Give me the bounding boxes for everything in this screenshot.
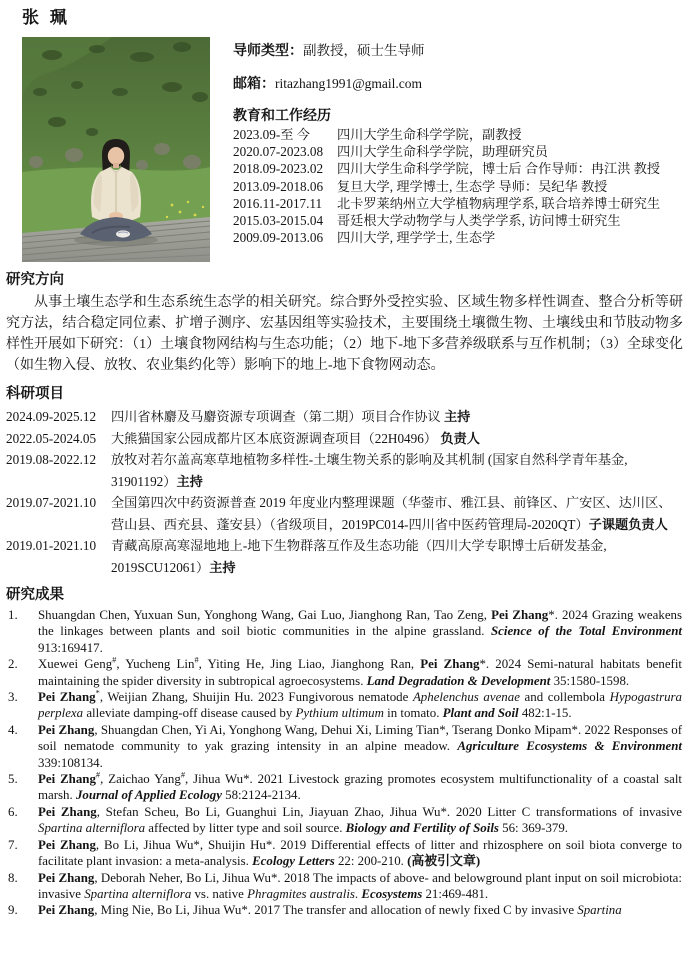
publication-item: [6, 607, 683, 656]
publication-item: [6, 837, 683, 870]
text-segment: Pei Zhang: [38, 903, 95, 918]
education-row: [233, 160, 685, 177]
education-row: [233, 229, 685, 246]
text-segment: Ecology Letters: [252, 854, 335, 869]
publication-text: [38, 804, 683, 837]
text-segment: Pei Zhang: [491, 608, 549, 622]
text-segment: alleviate damping-off disease caused by: [83, 706, 296, 721]
education-detail: 北卡罗莱纳州立大学植物病理学系, 联合培养博士研究生: [337, 195, 661, 211]
publication-text: [38, 656, 683, 689]
text-segment: , Zaichao Yang: [100, 772, 181, 787]
text-segment: Pei Zhang: [38, 772, 96, 787]
text-segment: Pei Zhang: [38, 870, 95, 885]
education-list: [233, 126, 685, 246]
text-segment: affected by litter type and soil source.: [145, 821, 346, 836]
email-value: ritazhang1991@gmail.com: [275, 76, 423, 91]
text-segment: 负责人: [440, 430, 480, 446]
education-detail: 哥廷根大学动物学与人类学学系, 访问博士研究生: [337, 213, 621, 229]
text-segment: 大熊猫国家公园成都片区本底资源调查项目（22H0496）: [111, 430, 441, 446]
text-segment: , Deborah Neher, Bo Li, Jihua Wu*. 2018 The impacts of above- and belowground plant input on soil microbiota: invasive: [38, 870, 682, 901]
project-row: [6, 492, 683, 535]
top-section: [0, 37, 689, 262]
section-heading-publications: 研究成果: [6, 587, 64, 603]
education-period: 2013.09-2018.06: [233, 178, 324, 194]
project-period: 2024.09-2025.12: [6, 409, 97, 424]
text-segment: Journal of Applied Ecology: [75, 788, 222, 803]
text-segment: *: [95, 688, 100, 698]
publication-item: [6, 870, 683, 903]
text-segment: #: [180, 770, 185, 780]
publication-item: [6, 656, 683, 689]
text-segment: #: [95, 770, 101, 780]
project-row: [6, 535, 683, 578]
education-row: [233, 126, 685, 143]
text-segment: , Weijian Zhang, Shuijin Hu. 2023 Fungivorous nematode: [99, 690, 413, 705]
section-heading-research-direction: 研究方向: [6, 272, 64, 288]
text-segment: Phragmites australis: [247, 886, 355, 901]
text-segment: #: [194, 655, 199, 665]
text-segment: 913:169417.: [38, 640, 103, 655]
text-segment: 放牧对若尔盖高寒草地植物多样性-土壤生物关系的影响及其机制 (国家自然科学青年基金, 31901192）: [111, 452, 628, 489]
text-segment: in tomato.: [383, 706, 443, 721]
text-segment: Plant and Soil: [442, 706, 519, 721]
education-detail: 四川大学生命科学学院，助理研究员: [337, 144, 548, 160]
text-segment: vs. native: [191, 886, 248, 901]
text-segment: Spartina alterniflora: [38, 821, 146, 836]
text-segment: Xuewei Geng: [38, 657, 113, 672]
text-segment: Agriculture Ecosystems & Environment: [457, 739, 682, 754]
text-segment: 青藏高原高寒湿地地上-地下生物群落互作及生态功能（四川大学专职博士后研发基金, 2019SCU12061）: [111, 538, 607, 575]
education-period: 2020.07-2023.08: [233, 144, 324, 160]
publication-number: 3.: [8, 690, 18, 705]
text-segment: 58:2124-2134.: [221, 788, 301, 803]
section-heading-education: 教育和工作经历: [233, 107, 331, 123]
education-period: 2018.09-2023.02: [233, 161, 324, 177]
text-segment: Spartina: [577, 903, 622, 918]
education-detail: 四川大学生命科学学院，博士后 合作导师：冉江洪 教授: [337, 161, 661, 177]
email-label: 邮箱：: [233, 75, 275, 91]
text-segment: Biology and Fertility of Soils: [345, 821, 499, 836]
text-segment: *. 2024 Semi-natural habitats benefit maintaining the spider diversity in subtropical agroecosystems.: [38, 657, 682, 688]
page-title: 张 珮: [22, 8, 70, 27]
publication-text: [38, 837, 683, 870]
text-segment: 482:1-15.: [518, 706, 572, 721]
publication-text: [38, 689, 683, 722]
text-segment: 主持: [176, 473, 203, 489]
publication-number: 6.: [8, 804, 18, 819]
publication-text: [38, 771, 683, 804]
text-segment: 339:108134.: [38, 755, 103, 770]
text-segment: Spartina alterniflora: [84, 886, 192, 901]
text-segment: Pythium ultimum: [295, 706, 384, 721]
advisor-type-line: [233, 42, 685, 59]
text-segment: 主持: [209, 559, 236, 575]
education-detail: 四川大学生命科学学院，副教授: [337, 127, 522, 142]
text-segment: Pei Zhang: [420, 657, 480, 672]
text-segment: , Yiting He, Jing Liao, Jianghong Ran,: [198, 657, 421, 672]
text-segment: , Ming Nie, Bo Li, Jihua Wu*. 2017 The transfer and allocation of newly fixed C by invasive: [94, 903, 578, 918]
advisor-type-label: 导师类型：: [233, 42, 303, 58]
project-period: 2019.07-2021.10: [6, 495, 97, 510]
education-period: 2015.03-2015.04: [233, 213, 324, 229]
text-segment: Ecosystems: [361, 886, 423, 901]
text-segment: , Shuangdan Chen, Yi Ai, Yonghong Wang, Dehui Xi, Liming Tian*, Tserang Donko Mipam*. 2022 Responses of soil nematode community to yak grazing intensity in an alpine meadow.: [38, 722, 682, 754]
text-segment: and collembola: [519, 690, 610, 705]
education-row: [233, 143, 685, 160]
publication-number: 4.: [8, 722, 18, 737]
project-period: 2019.08-2022.12: [6, 452, 97, 467]
text-segment: Shuangdan Chen, Yuxuan Sun, Yonghong Wang, Gai Luo, Jianghong Ran, Tao Zeng,: [38, 608, 492, 622]
education-detail: 复旦大学, 理学博士, 生态学 导师：吴纪华 教授: [337, 178, 608, 194]
text-segment: 全国第四次中药资源普查 2019 年度业内整理课题（华蓥市、雅江县、前锋区、广安区、达川区、营山县、西充县、蓬安县）（省级项目，2019PC014-四川省中医药管理局-2020QT）: [111, 495, 672, 532]
email-line: [233, 75, 685, 92]
text-segment: (高被引文章): [407, 854, 481, 869]
text-segment: Hypogastrura perplexa: [38, 690, 682, 721]
text-segment: Pei Zhang: [38, 690, 96, 705]
text-segment: 21:469-481.: [422, 886, 489, 901]
project-period: 2022.05-2024.05: [6, 430, 97, 446]
text-segment: *. 2024 Grazing weakens the linkages between plants and soil biotic communities in the alpine grassland.: [38, 608, 682, 639]
text-segment: Pei Zhang: [38, 722, 95, 737]
publication-text: [38, 902, 683, 918]
text-segment: , Yucheng Lin: [116, 657, 195, 672]
project-row: [6, 406, 683, 428]
education-period: 2016.11-2017.11: [233, 195, 323, 211]
publication-item: [6, 722, 683, 771]
text-segment: Pei Zhang: [38, 837, 96, 852]
text-segment: 35:1580-1598.: [550, 673, 630, 688]
text-segment: Pei Zhang: [38, 804, 97, 819]
education-detail: 四川大学, 理学学士, 生态学: [337, 230, 496, 246]
profile-details: [210, 37, 689, 262]
publication-text: [38, 607, 683, 656]
publication-number: 2.: [8, 657, 18, 672]
text-segment: Land Degradation & Development: [366, 673, 551, 688]
profile-photo-image: [22, 37, 210, 262]
text-segment: 子课题负责人: [588, 516, 668, 532]
publication-list: [6, 607, 683, 919]
publication-text: [38, 870, 683, 903]
publication-number: 8.: [8, 870, 18, 885]
education-period: 2023.09-至 今: [233, 127, 310, 142]
project-period: 2019.01-2021.10: [6, 538, 97, 553]
publication-number: 1.: [8, 608, 18, 622]
section-heading-projects: 科研项目: [6, 386, 64, 402]
publication-text: [38, 722, 683, 771]
research-direction-paragraph: 从事土壤生态学和生态系统生态学的相关研究。综合野外受控实验、区域生物多样性调查、整合分析等研究方法，结合稳定同位素、扩增子测序、宏基因组等实验技术，主要围绕土壤微生物、土壤线虫和节肢动物多样性开展如下研究：（1）土壤食物网结构与生态功能；（2）地下-地下多营养级联系与互作机制；（3）全球变化（如生物入侵、放牧、农业集约化等）影响下的地上-地下食物网动态。: [6, 295, 683, 373]
text-segment: 主持: [443, 409, 471, 424]
publication-number: 5.: [8, 772, 18, 787]
text-segment: Aphelenchus avenae: [412, 690, 520, 705]
text-segment: .: [354, 886, 362, 901]
text-segment: Science of the Total Environment: [490, 624, 682, 639]
profile-photo: [22, 37, 210, 262]
project-list: [6, 406, 683, 578]
project-row: [6, 428, 683, 450]
text-segment: , Stefan Scheu, Bo Li, Guanghui Lin, Jiayuan Zhao, Jihua Wu*. 2020 Litter C transformations of invasive: [96, 804, 682, 819]
publication-number: 7.: [8, 837, 18, 852]
education-row: [233, 195, 685, 212]
project-row: [6, 449, 683, 492]
publication-item: [6, 804, 683, 837]
text-segment: , Bo Li, Jihua Wu*, Shuijin Hu*. 2019 Differential effects of litter and rhizosphere on soil biota converge to facilitate plant invasion: a meta-analysis.: [38, 837, 682, 869]
text-segment: , Jihua Wu*. 2021 Livestock grazing promotes ecosystem multifunctionality of a coastal salt marsh.: [38, 772, 682, 803]
text-segment: #: [112, 655, 117, 665]
text-segment: 四川省林麝及马麝资源专项调查（第二期）项目合作协议: [111, 409, 444, 424]
publication-item: [6, 771, 683, 804]
publication-number: 9.: [8, 903, 18, 918]
text-segment: 56: 369-379.: [498, 821, 569, 836]
publication-item: [6, 689, 683, 722]
text-segment: 22: 200-210.: [334, 854, 408, 869]
education-row: [233, 212, 685, 229]
education-row: [233, 178, 685, 195]
advisor-type-value: 副教授，硕士生导师: [303, 43, 425, 58]
publication-item: [6, 902, 683, 918]
education-period: 2009.09-2013.06: [233, 230, 324, 246]
